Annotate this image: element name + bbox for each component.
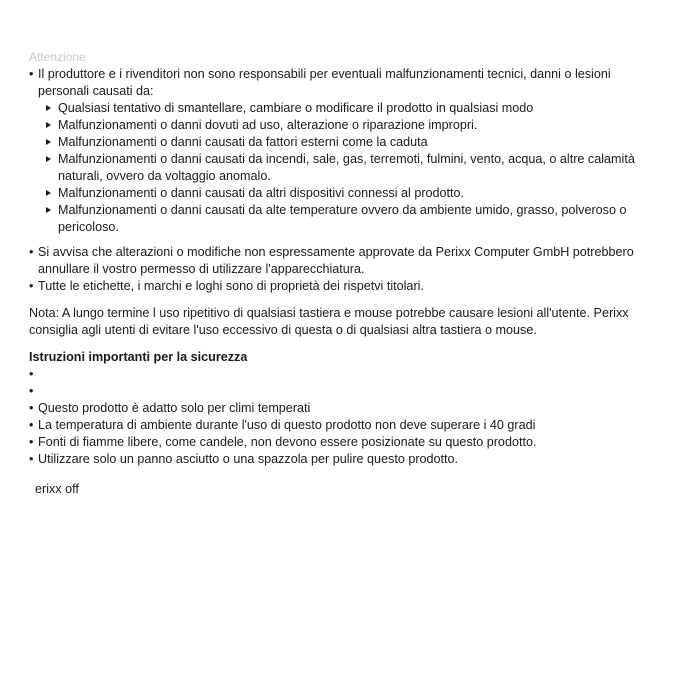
ergonomics-note: Nota: A lungo termine l uso ripetitivo di qualsiasi tastiera e mouse potrebbe causare lesioni all'utente. Perixx consiglia agli utenti di evitare l'uso eccessivo di questa o di qualsiasi altra tastiera o mouse.	[29, 306, 629, 337]
cause-text: Malfunzionamenti o danni dovuti ad uso, alterazione o riparazione impropri.	[58, 118, 478, 132]
cause-item	[29, 117, 659, 134]
notice-bullet	[29, 244, 659, 278]
cause-text: Malfunzionamenti o danni causati da fattori esterni come la caduta	[58, 135, 428, 149]
safety-text: Fonti di fiamme libere, come candele, non devono essere posizionate su questo prodotto.	[38, 435, 537, 449]
bullet-glyph: •	[29, 401, 34, 415]
safety-text: La temperatura di ambiente durante l'uso di questo prodotto non deve superare i 40 gradi	[38, 418, 536, 432]
bullet-glyph: •	[29, 418, 34, 432]
safety-text	[38, 384, 42, 398]
triangle-bullet-icon	[46, 105, 51, 111]
triangle-bullet-icon	[46, 207, 51, 213]
attention-heading: Attenzione	[29, 50, 86, 64]
safety-item	[29, 366, 659, 383]
notice-bullet	[29, 278, 659, 295]
safety-item	[29, 400, 659, 417]
bullet-glyph: •	[29, 279, 34, 293]
cause-item	[29, 134, 659, 151]
bullet-glyph: •	[29, 367, 34, 381]
safety-title: Istruzioni importanti per la sicurezza	[29, 350, 248, 364]
triangle-bullet-icon	[46, 190, 51, 196]
safety-text: Questo prodotto è adatto solo per climi temperati	[38, 401, 311, 415]
cause-item	[29, 151, 659, 185]
triangle-bullet-icon	[46, 139, 51, 145]
triangle-bullet-icon	[46, 156, 51, 162]
bullet-glyph: •	[29, 245, 34, 259]
liability-intro: Il produttore e i rivenditori non sono responsabili per eventuali malfunzionamenti tecnici, danni o lesioni personali causati da:	[38, 67, 611, 98]
notice-text: Tutte le etichette, i marchi e loghi sono di proprietà dei rispetvi titolari.	[38, 279, 424, 293]
bullet-glyph: •	[29, 452, 34, 466]
safety-item	[29, 383, 659, 400]
cause-item	[29, 202, 659, 236]
liability-causes-list	[29, 100, 659, 236]
cause-text: Malfunzionamenti o danni causati da altri dispositivi connessi al prodotto.	[58, 186, 465, 200]
cause-text: Malfunzionamenti o danni causati da alte temperature ovvero da ambiente umido, grasso, polveroso o pericoloso.	[58, 203, 627, 234]
safety-item	[29, 434, 659, 451]
bullet-glyph: •	[29, 67, 34, 81]
cause-item	[29, 100, 659, 117]
liability-bullet	[29, 66, 659, 100]
triangle-bullet-icon	[46, 122, 51, 128]
footer-fragment: erixx off	[35, 482, 79, 496]
cause-text: Malfunzionamenti o danni causati da incendi, sale, gas, terremoti, fulmini, vento, acqua, o altre calamità naturali, ovvero da voltaggio anomalo.	[58, 152, 635, 183]
safety-item	[29, 451, 659, 468]
document-body	[29, 50, 659, 498]
bullet-glyph: •	[29, 384, 34, 398]
cause-text: Qualsiasi tentativo di smantellare, cambiare o modificare il prodotto in qualsiasi modo	[58, 101, 534, 115]
notice-text: Si avvisa che alterazioni o modifiche non espressamente approvate da Perixx Computer GmbH potrebbero annullare il vostro permesso di utilizzare l'apparecchiatura.	[38, 245, 634, 276]
safety-item	[29, 417, 659, 434]
bullet-glyph: •	[29, 435, 34, 449]
safety-text	[38, 367, 42, 381]
cause-item	[29, 185, 659, 202]
safety-text: Utilizzare solo un panno asciutto o una spazzola per pulire questo prodotto.	[38, 452, 459, 466]
